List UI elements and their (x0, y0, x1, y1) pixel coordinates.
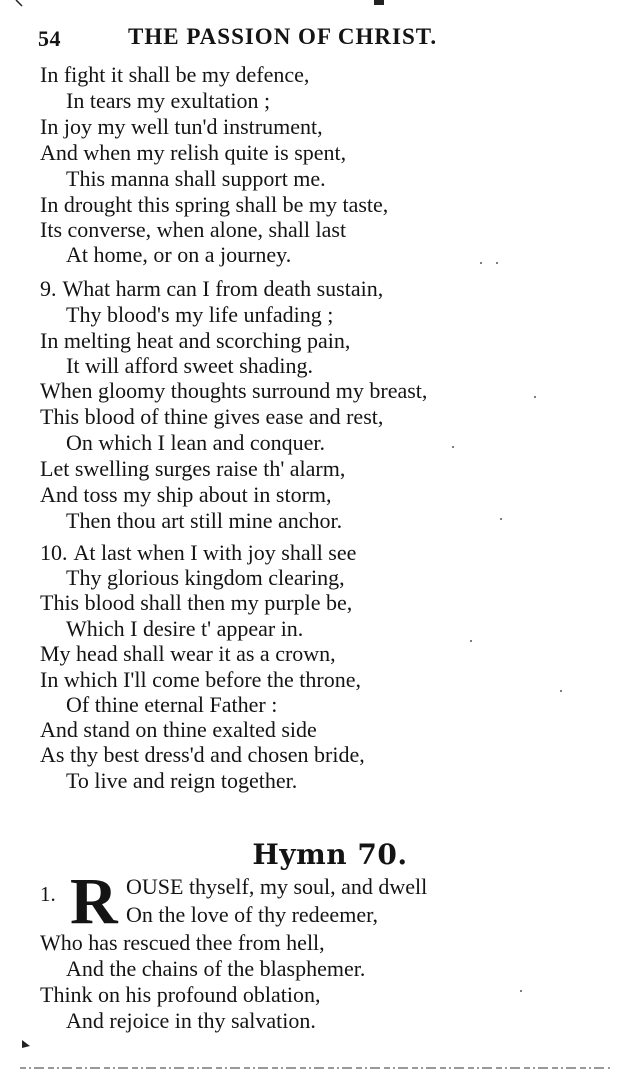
verse-line: To live and reign together. (66, 768, 298, 793)
scan-speck (470, 640, 472, 642)
stanza-number: 10. (40, 540, 68, 565)
verse-line: In which I'll come before the throne, (40, 667, 362, 692)
verse-line: At home, or on a journey. (66, 242, 292, 267)
verse-line: And rejoice in thy salvation. (66, 1008, 316, 1033)
verse-line: Which I desire t' appear in. (66, 616, 304, 641)
scan-speck (520, 990, 522, 992)
scan-speck (500, 518, 502, 520)
verse-line: Think on his profound oblation, (40, 982, 321, 1007)
hymn-title: Hymn 70. (252, 838, 408, 871)
verse-line: As thy best dress'd and chosen bride, (40, 742, 365, 767)
verse-line: And stand on thine exalted side (40, 717, 317, 742)
verse-line: On which I lean and conquer. (66, 430, 326, 455)
verse-line: In melting heat and scorching pain, (40, 328, 351, 353)
scan-speck (496, 262, 498, 264)
verse-line: In fight it shall be my defence, (40, 62, 310, 87)
drop-capital: R (70, 865, 118, 938)
verse-line: Thy glorious kingdom clearing, (66, 565, 345, 590)
verse-line: This blood of thine gives ease and rest, (40, 404, 384, 429)
verse-line: My head shall wear it as a crown, (40, 641, 336, 666)
verse-line: OUSE thyself, my soul, and dwell (126, 874, 428, 899)
verse-line: And toss my ship about in storm, (40, 482, 332, 507)
verse-line: This blood shall then my purple be, (40, 590, 353, 615)
verse-line: Of thine eternal Father : (66, 692, 278, 717)
top-edge-marks (14, 0, 614, 8)
running-title: THE PASSION OF CHRIST. (128, 24, 438, 49)
verse-line: Thy blood's my life unfading ; (66, 302, 334, 327)
scan-speck (480, 262, 482, 264)
verse-line: When gloomy thoughts surround my breast, (40, 378, 428, 403)
verse-line: In joy my well tun'd instrument, (40, 114, 323, 139)
verse-line: 9. What harm can I from death sustain, (40, 276, 384, 301)
scan-speck (452, 446, 454, 448)
scan-speck (560, 690, 562, 692)
verse-line: Then thou art still mine anchor. (66, 508, 343, 533)
page-number: 54 (38, 26, 61, 51)
verse-line: In drought this spring shall be my taste, (40, 192, 389, 217)
verse-line: Its converse, when alone, shall last (40, 217, 347, 242)
verse-line: On the love of thy redeemer, (126, 902, 379, 927)
verse-line: And the chains of the blasphemer. (66, 956, 366, 981)
stanza-number: 1. (40, 882, 56, 906)
scan-speck (534, 396, 536, 398)
stanza-number: 9. (40, 276, 57, 301)
verse-line: Who has rescued thee from hell, (40, 930, 325, 955)
page-header (38, 24, 488, 54)
verse-line: It will afford sweet shading. (66, 353, 314, 378)
verse-line: This manna shall support me. (66, 166, 326, 191)
bottom-edge-marks (0, 1030, 640, 1078)
verse-line: And when my relish quite is spent, (40, 140, 347, 165)
verse-line: In tears my exultation ; (66, 88, 271, 113)
verse-line: Let swelling surges raise th' alarm, (40, 456, 346, 481)
verse-line: 10. At last when I with joy shall see (40, 540, 357, 565)
